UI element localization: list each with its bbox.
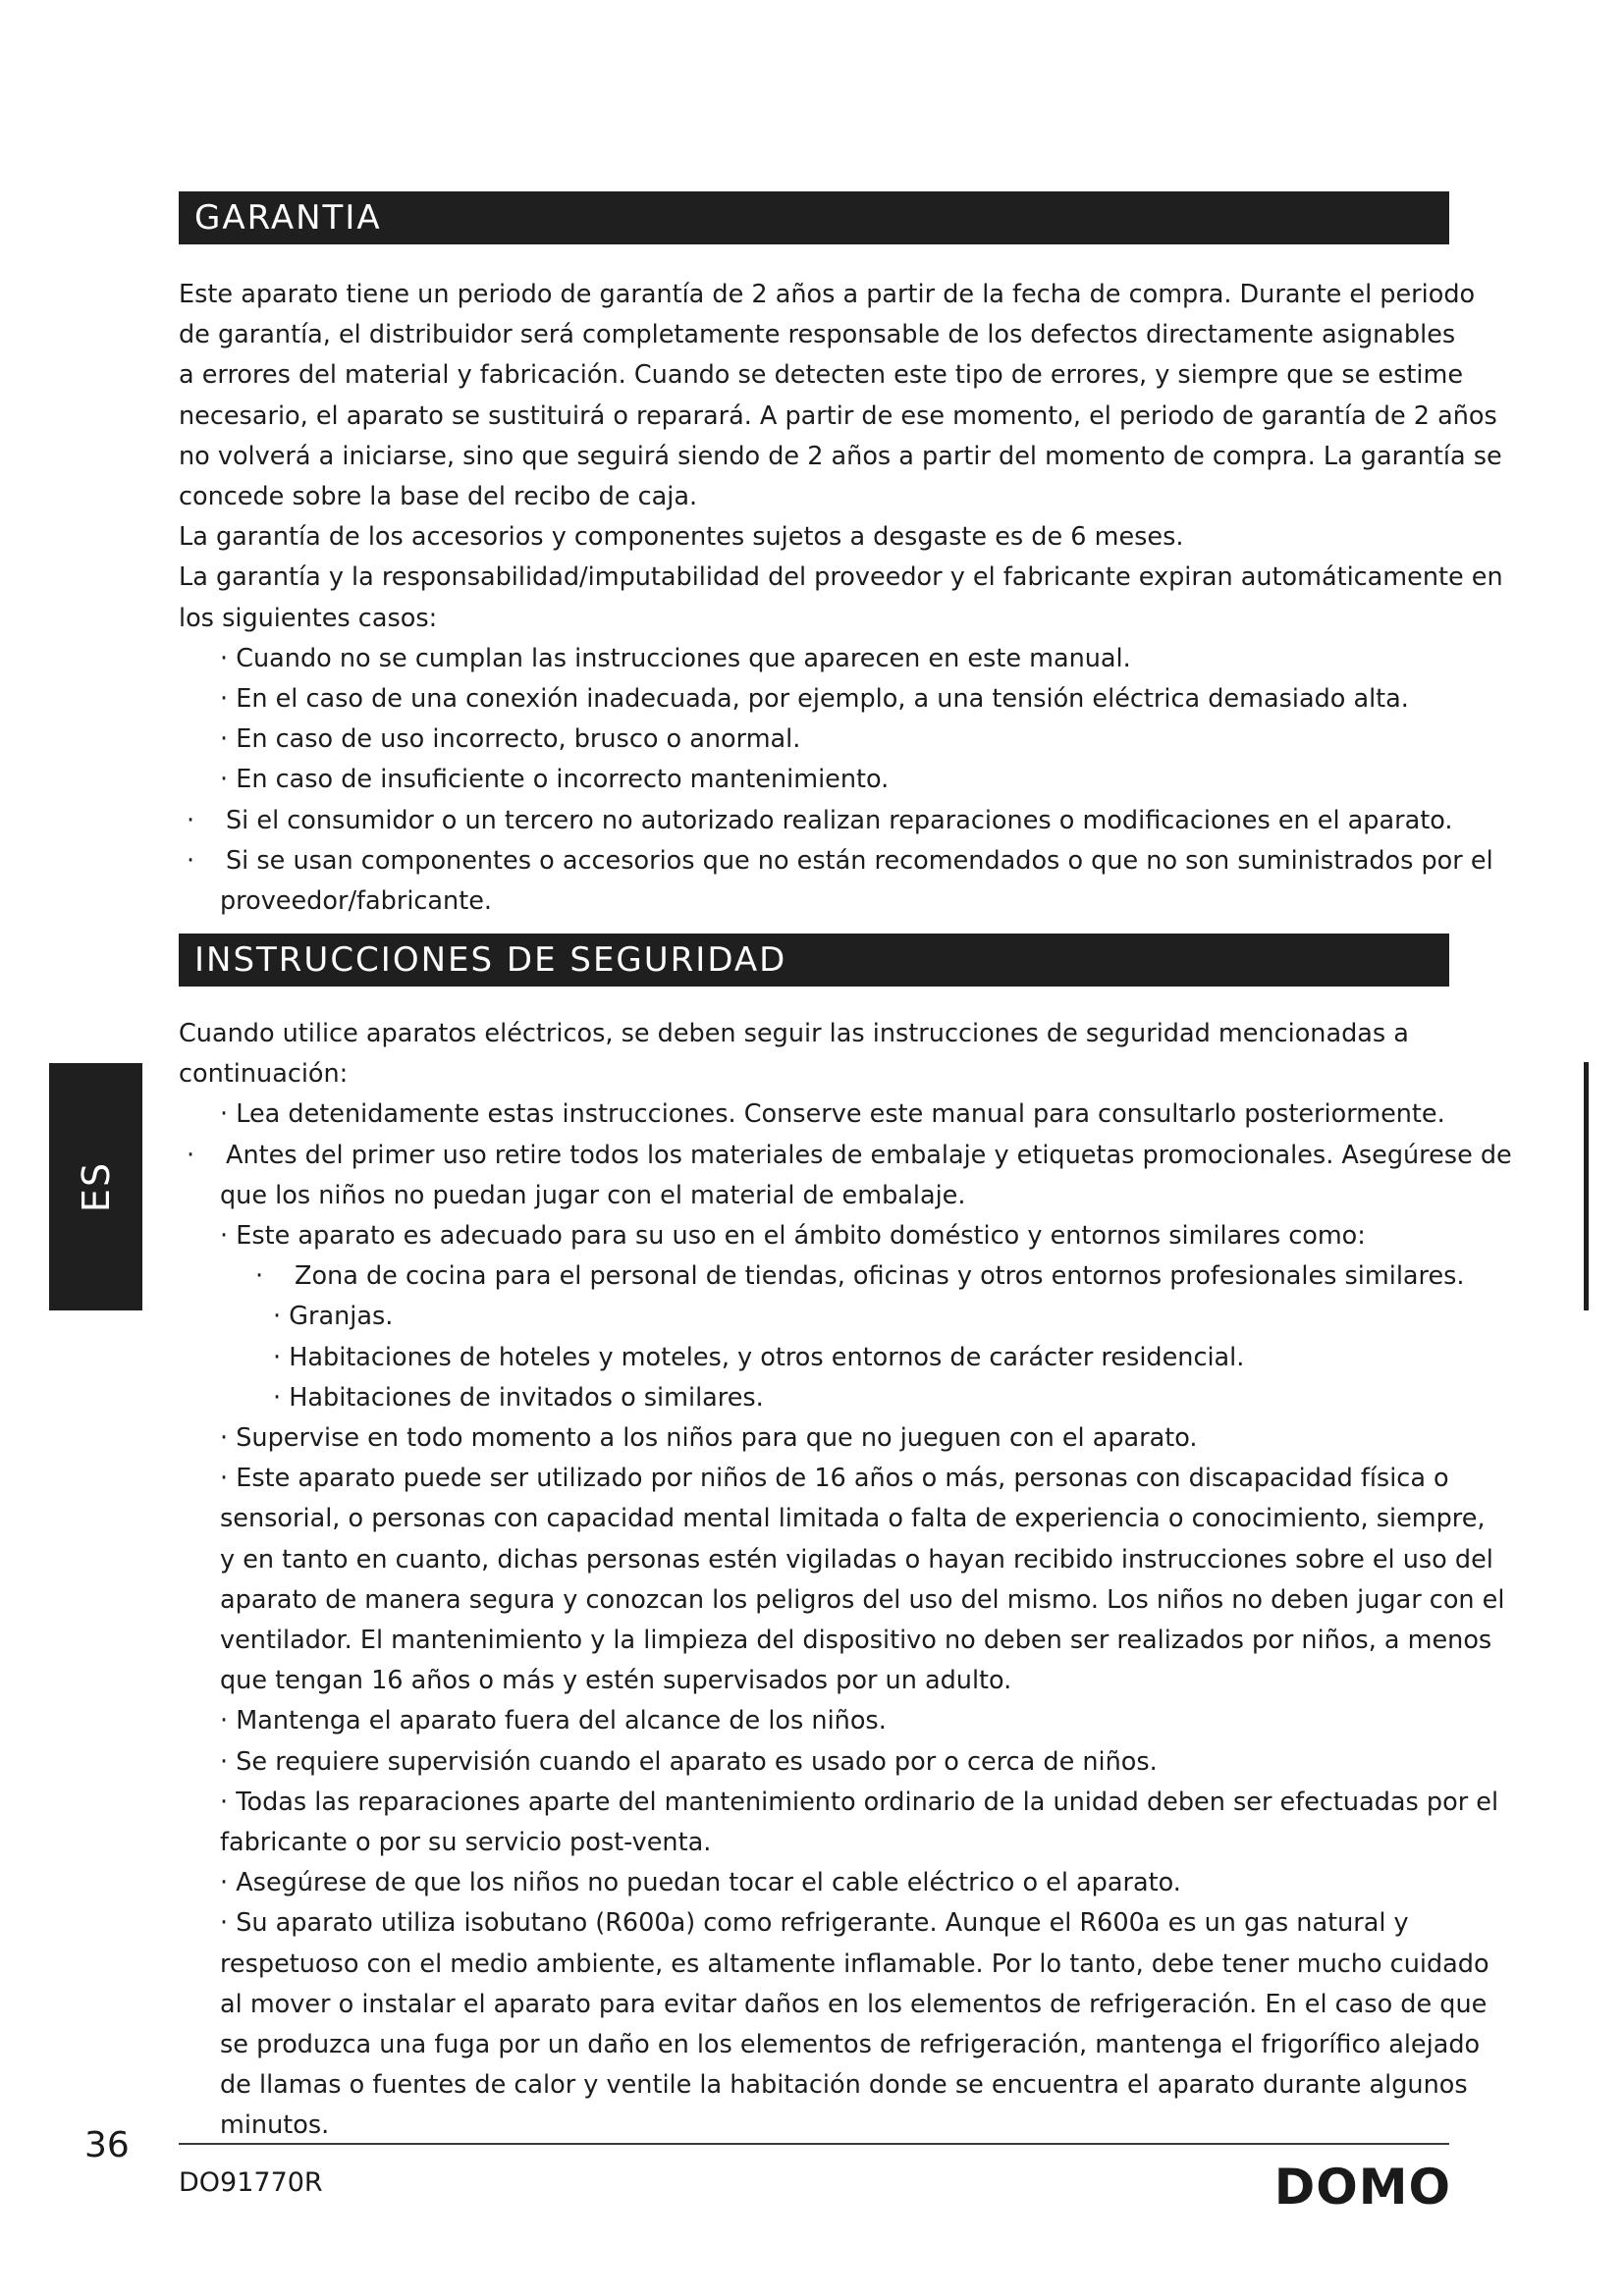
bullet: · [220,765,229,795]
language-tab [49,1063,142,1310]
bullet: · [187,805,195,835]
list-item-text: Habitaciones de hoteles y moteles, y otros entornos de carácter residencial. [289,1342,1245,1372]
list-item [179,679,1455,720]
right-edge-bar [1584,1062,1589,1310]
list-item-text: Lea detenidamente estas instrucciones. Conserve este manual para consultarlo posteriormente. [236,1099,1445,1130]
list-item-text: Asegúrese de que los niños no puedan tocar el cable eléctrico o el aparato. [236,1868,1181,1898]
sub-list-item [179,1378,1455,1418]
list-item-continuation: ventilador. El mantenimiento y la limpieza del dispositivo no deben ser realizados por niños, a menos [220,1626,1492,1656]
footer-divider [179,2143,1449,2145]
list-item [179,1783,1499,1823]
list-item-text: Todas las reparaciones aparte del mantenimiento ordinario de la unidad deben ser efectuadas por el [236,1787,1499,1817]
model-number: DO91770R [179,2167,323,2198]
list-item-continuation: fabricante o por su servicio post-venta. [220,1828,712,1858]
list-item-continuation: y en tanto en cuanto, dichas personas estén vigiladas o hayan recibido instrucciones sobre el uso del [220,1544,1493,1575]
bullet: · [187,845,195,876]
bullet: · [273,1382,282,1413]
list-item-continuation: que los niños no puedan jugar con el material de embalaje. [220,1180,966,1210]
list-item [179,639,1455,679]
list-item-continuation: sensorial, o personas con capacidad mental limitada o falta de experiencia o conocimiento, siempre, [220,1504,1486,1534]
list-item-text: Antes del primer uso retire todos los materiales de embalaje y etiquetas promocionales. Asegúrese de [226,1140,1512,1170]
sub-list-item [179,1338,1455,1378]
bullet: · [220,1908,229,1939]
list-item [179,1903,1455,1944]
warranty-body [179,275,1503,922]
bullet: · [273,1342,282,1372]
list-item-text: Si se usan componentes o accesorios que no están recomendados o que no son suministrados por el [226,845,1493,876]
list-item-text: En caso de insuficiente o incorrecto mantenimiento. [236,765,890,795]
list-item-text: Su aparato utiliza isobutano (R600a) como refrigerante. Aunque el R600a es un gas natural y [236,1908,1409,1939]
list-item-continuation: al mover o instalar el aparato para evitar daños en los elementos de refrigeración. En el caso de que [220,1989,1488,2019]
list-item [179,1701,1455,1741]
list-item-text: Este aparato es adecuado para su uso en el ámbito doméstico y entornos similares como: [236,1221,1366,1252]
list-item-text: Habitaciones de invitados o similares. [289,1382,764,1413]
list-item-text: Granjas. [289,1302,394,1332]
bullet: · [220,1423,229,1454]
sub-list-item [179,1297,1455,1337]
paragraph-line: concede sobre la base del recibo de caja. [179,482,698,512]
list-item [179,1136,1512,1176]
paragraph-line: La garantía de los accesorios y componentes sujetos a desgaste es de 6 meses. [179,522,1184,553]
paragraph-line: Cuando utilice aparatos eléctricos, se deben seguir las instrucciones de seguridad mencionadas a [179,1019,1409,1048]
paragraph-line: Este aparato tiene un periodo de garantía de 2 años a partir de la fecha de compra. Durante el periodo [179,280,1476,309]
list-item [179,1418,1455,1459]
list-item-text: Zona de cocina para el personal de tiendas, oficinas y otros entornos profesionales similares. [295,1261,1465,1292]
bullet: · [255,1261,264,1292]
list-item-continuation: aparato de manera segura y conozcan los peligros del uso del mismo. Los niños no deben jugar con el [220,1584,1505,1615]
bullet: · [220,1221,229,1252]
list-item-text: Mantenga el aparato fuera del alcance de los niños. [236,1706,887,1736]
page-number: 36 [84,2125,130,2165]
list-item [179,720,1455,760]
list-item [179,1216,1455,1256]
sub-list-item [179,1256,1465,1297]
list-item [179,1742,1455,1783]
bullet: · [220,1868,229,1898]
warranty-heading: GARANTIA [179,191,1449,244]
list-item-text: En el caso de una conexión inadecuada, por ejemplo, a una tensión eléctrica demasiado alta. [236,684,1409,715]
list-item-continuation: respetuoso con el medio ambiente, es altamente inflamable. Por lo tanto, debe tener mucho cuidado [220,1949,1489,1979]
safety-body [179,1014,1512,2147]
paragraph-line: necesario, el aparato se sustituirá o reparará. A partir de ese momento, el periodo de garantía de 2 años [179,400,1497,431]
bullet: · [220,1099,229,1130]
list-item-text: Se requiere supervisión cuando el aparato es usado por o cerca de niños. [236,1746,1158,1777]
bullet: · [220,1706,229,1736]
list-item-text: Este aparato puede ser utilizado por niños de 16 años o más, personas con discapacidad física o [236,1464,1449,1494]
list-item [179,1095,1455,1135]
list-item [179,1459,1455,1499]
list-item-text: En caso de uso incorrecto, brusco o anormal. [236,724,801,755]
list-item [179,801,1455,841]
paragraph-line: a errores del material y fabricación. Cuando se detecten este tipo de errores, y siempre que se estime [179,360,1464,391]
list-item-text: Supervise en todo momento a los niños para que no jueguen con el aparato. [236,1423,1198,1454]
language-tab-label: ES [74,1160,118,1213]
paragraph-line: continuación: [179,1059,349,1090]
bullet: · [273,1302,282,1332]
bullet: · [220,643,229,673]
bullet: · [220,724,229,755]
list-item [179,1863,1455,1903]
list-item [179,841,1493,881]
list-item-text: Si el consumidor o un tercero no autorizado realizan reparaciones o modificaciones en el aparato. [226,805,1453,835]
bullet: · [220,1787,229,1817]
bullet: · [220,1464,229,1494]
safety-heading: INSTRUCCIONES DE SEGURIDAD [179,934,1449,987]
paragraph-line: La garantía y la responsabilidad/imputabilidad del proveedor y el fabricante expiran automáticamente en [179,562,1503,593]
paragraph-line: los siguientes casos: [179,603,438,633]
list-item-continuation: proveedor/fabricante. [220,886,493,917]
brand-logo: DOMO [1273,2159,1451,2216]
bullet: · [187,1140,195,1170]
list-item [179,760,1455,800]
list-item-continuation: minutos. [220,2110,330,2141]
list-item-continuation: se produzca una fuga por un daño en los elementos de refrigeración, mantenga el frigorífico alejado [220,2030,1481,2060]
list-item-continuation: que tengan 16 años o más y estén supervisados por un adulto. [220,1666,1012,1696]
list-item-continuation: de llamas o fuentes de calor y ventile la habitación donde se encuentra el aparato durante algunos [220,2070,1468,2101]
list-item-text: Cuando no se cumplan las instrucciones que aparecen en este manual. [236,643,1131,673]
bullet: · [220,684,229,715]
paragraph-line: no volverá a iniciarse, sino que seguirá siendo de 2 años a partir del momento de compra. La garantía se [179,441,1502,471]
paragraph-line: de garantía, el distribuidor será completamente responsable de los defectos directamente asignables [179,320,1456,350]
bullet: · [220,1746,229,1777]
